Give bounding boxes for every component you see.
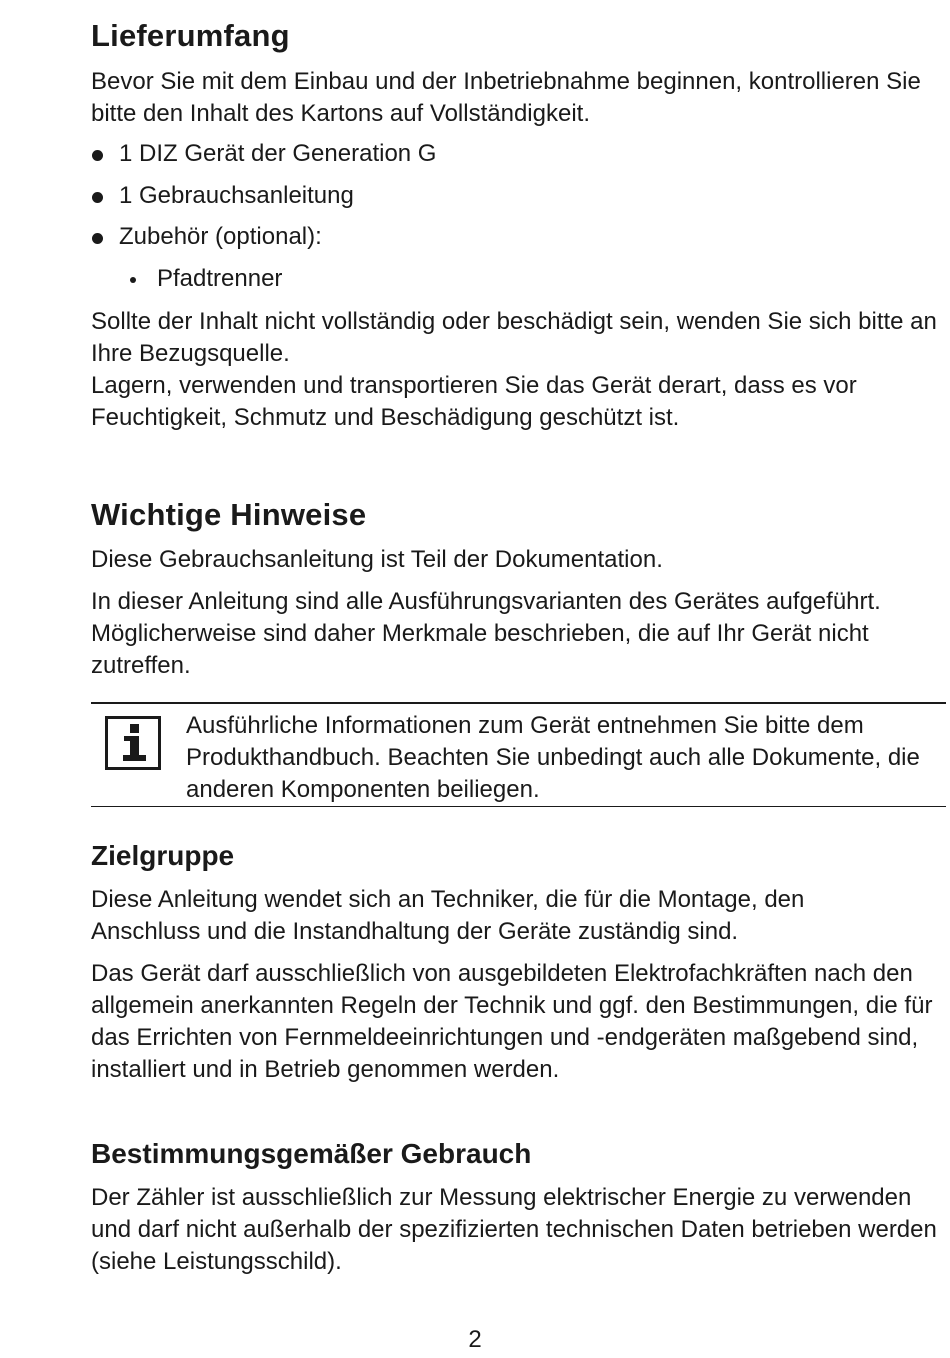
heading-zielgruppe: Zielgruppe bbox=[91, 840, 235, 871]
hinweise-para-2: In dieser Anleitung sind alle Ausführungsvarianten des Gerätes aufgeführt. Möglicherweise sind daher Merkmale beschrieben, die auf Ihr Gerät nicht zutreffen. bbox=[91, 588, 881, 679]
gebrauch-para-1: Der Zähler ist ausschließlich zur Messung elektrischer Energie zu verwenden und darf nicht außerhalb der spezifizierten technischen Daten betrieben werden (siehe Leistungsschild). bbox=[91, 1184, 937, 1275]
list-item-text: 1 DIZ Gerät der Generation G bbox=[119, 140, 437, 167]
heading-bestimmungsgemaesser-gebrauch: Bestimmungsgemäßer Gebrauch bbox=[91, 1138, 532, 1169]
bullet-icon bbox=[92, 150, 103, 161]
lieferumfang-intro: Bevor Sie mit dem Einbau und der Inbetriebnahme beginnen, kontrollieren Sie bitte den Inhalt des Kartons auf Vollständigkeit. bbox=[91, 68, 921, 127]
zielgruppe-para-1: Diese Anleitung wendet sich an Techniker, die für die Montage, den Anschluss und die Instandhaltung der Geräte zuständig sind. bbox=[91, 886, 805, 945]
list-item bbox=[91, 221, 436, 263]
list-item-text: Pfadtrenner bbox=[157, 264, 283, 292]
list-item bbox=[91, 138, 436, 180]
page-number: 2 bbox=[468, 1326, 482, 1353]
lieferumfang-note-damaged: Sollte der Inhalt nicht vollständig oder beschädigt sein, wenden Sie sich bitte an Ihre Bezugsquelle. bbox=[91, 308, 937, 367]
info-icon bbox=[105, 716, 161, 770]
sub-bullet-icon bbox=[130, 277, 136, 283]
zielgruppe-para-2: Das Gerät darf ausschließlich von ausgebildeten Elektrofachkräften nach den allgemein anerkannten Regeln der Technik und ggf. den Bestimmungen, die für das Errichten von Fernmeldeeinrichtungen und -endgeräten maßgebend sind, installiert und in Betrieb genommen werden. bbox=[91, 960, 933, 1083]
list-item-text: 1 Gebrauchsanleitung bbox=[119, 181, 354, 209]
info-notice-box bbox=[91, 702, 946, 807]
bullet-icon bbox=[92, 233, 103, 244]
lieferumfang-note-storage: Lagern, verwenden und transportieren Sie das Gerät derart, dass es vor Feuchtigkeit, Schmutz und Beschädigung geschützt ist. bbox=[91, 372, 857, 431]
sub-list-item bbox=[91, 263, 436, 305]
lieferumfang-notes bbox=[91, 306, 950, 434]
lieferumfang-list bbox=[91, 138, 436, 304]
info-notice-text: Ausführliche Informationen zum Gerät entnehmen Sie bitte dem Produkthandbuch. Beachten Sie unbedingt auch alle Dokumente, die anderen Komponenten beiliegen. bbox=[186, 712, 920, 803]
heading-lieferumfang: Lieferumfang bbox=[91, 18, 290, 53]
list-item bbox=[91, 180, 436, 222]
heading-wichtige-hinweise: Wichtige Hinweise bbox=[91, 497, 367, 532]
list-item-text: Zubehör (optional): bbox=[119, 223, 322, 250]
bullet-icon bbox=[92, 192, 103, 203]
hinweise-para-1: Diese Gebrauchsanleitung ist Teil der Dokumentation. bbox=[91, 546, 663, 573]
